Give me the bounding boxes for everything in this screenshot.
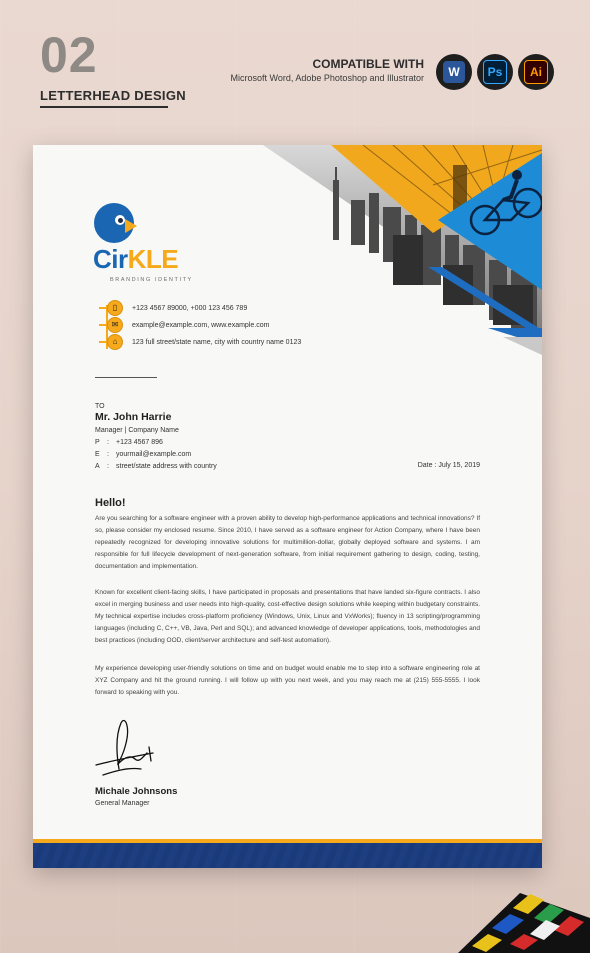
phone-icon: ▯ (107, 300, 123, 316)
recipient-title: Manager | Company Name (95, 427, 179, 434)
contact-phone: ▯ +123 4567 89000, +000 123 456 789 (99, 300, 247, 316)
letter-date: Date : July 15, 2019 (417, 462, 480, 469)
compatible-subtitle: Microsoft Word, Adobe Photoshop and Illustrator (230, 73, 424, 83)
brand-name: CirKLE (93, 244, 179, 274)
contact-address: ⌂ 123 full street/state name, city with country name 0123 (99, 334, 301, 350)
to-label: TO (95, 403, 105, 410)
paragraph: Are you searching for a software engineer with a proven ability to develop high-performance applications and technical innovations? If so, please consider my enclosed resume. Since 2010, I have served as a software engineer for Action Company, where I have been repeatedly recognized for developing innovative solutions for multimillion-dollar, globally deployed software and systems. I am responsible for full lifecycle development of next-generation software, from initial requirement gathering to design, coding, testing, documentation and implementation. (95, 515, 480, 570)
footer-band (33, 843, 542, 868)
word-icon: W (436, 54, 472, 90)
design-number: 02 (40, 27, 98, 83)
contact-email: ✉ example@example.com, www.example.com (99, 317, 269, 333)
recipient-phone: P : +123 4567 896 (95, 439, 163, 446)
signer-title: General Manager (95, 800, 150, 807)
photoshop-icon: Ps (477, 54, 513, 90)
recipient-email: E : yourmail@example.com (95, 451, 192, 458)
illustrator-icon: Ai (518, 54, 554, 90)
recipient-name: Mr. John Harrie (95, 411, 172, 423)
brand-tagline: BRANDING IDENTITY (110, 277, 193, 283)
design-title: LETTERHEAD DESIGN (40, 88, 186, 103)
logo-eye-pupil (118, 218, 123, 223)
greeting: Hello! (95, 497, 126, 509)
compatible-title: COMPATIBLE WITH (312, 57, 424, 71)
signer-name: Michale Johnsons (95, 786, 178, 797)
paragraph: Known for excellent client-facing skills, I have participated in proposals and presentations that have landed six-figure contracts. I also excel in merging business and user needs into high-quality, cost-effective design solutions while keeping within budgetary constraints. My technical expertise includes cross-platform proficiency (Windows, Unix, Linux and VxWorks); fluency in 13 scripting/programming languages (including C, C++, VB, Java, Perl and SQL); and advanced knowledge of developer applications, tools, methodologies and best practices (including OOD, client/server architecture and self-test automation). (95, 589, 480, 644)
mail-icon: ✉ (107, 317, 123, 333)
signature-image (91, 717, 161, 779)
paragraph: My experience developing user-friendly solutions on time and on budget would enable me to step into a software engineering role at XYZ Company and hit the ground running. I will follow up with you next week, and you may reach me at (215) 555-5555. I look forward to speaking with you. (95, 665, 480, 696)
home-icon: ⌂ (107, 334, 123, 350)
rubiks-cube-decoration (458, 878, 590, 953)
logo-beak (125, 219, 137, 233)
title-underline (40, 106, 168, 108)
recipient-address: A : street/state address with country (95, 463, 217, 470)
letterhead-paper (33, 145, 542, 868)
divider (95, 377, 157, 378)
